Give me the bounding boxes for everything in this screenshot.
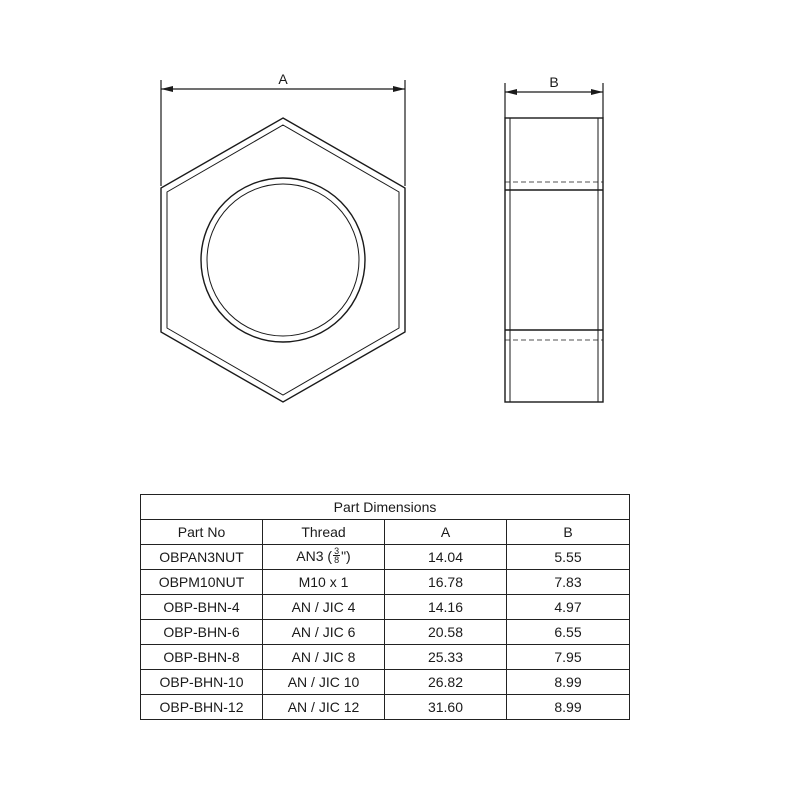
arrowhead-right bbox=[393, 86, 405, 92]
part-dimensions-table bbox=[140, 494, 630, 720]
b-cell: 6.55 bbox=[507, 620, 630, 645]
hex-nut-side-view bbox=[505, 118, 603, 402]
thread-cell bbox=[263, 545, 385, 570]
dimension-a-label: A bbox=[278, 71, 288, 87]
thread-cell: AN / JIC 8 bbox=[263, 645, 385, 670]
part-no-cell: OBPM10NUT bbox=[141, 570, 263, 595]
a-cell: 20.58 bbox=[385, 620, 507, 645]
arrowhead-left bbox=[161, 86, 173, 92]
part-no-cell: OBP-BHN-4 bbox=[141, 595, 263, 620]
bore-inner-circle bbox=[207, 184, 359, 336]
a-cell: 14.04 bbox=[385, 545, 507, 570]
table-row bbox=[141, 570, 630, 595]
header-thread: Thread bbox=[263, 520, 385, 545]
hex-nut-front-view bbox=[161, 118, 405, 402]
fraction-denominator: 8 bbox=[334, 554, 340, 565]
a-cell: 16.78 bbox=[385, 570, 507, 595]
bore-outer-circle bbox=[201, 178, 365, 342]
b-cell: 5.55 bbox=[507, 545, 630, 570]
table-title: Part Dimensions bbox=[141, 495, 630, 520]
table-row bbox=[141, 695, 630, 720]
a-cell: 31.60 bbox=[385, 695, 507, 720]
b-cell: 7.95 bbox=[507, 645, 630, 670]
a-cell: 14.16 bbox=[385, 595, 507, 620]
part-no-cell: OBP-BHN-12 bbox=[141, 695, 263, 720]
part-no-cell: OBP-BHN-6 bbox=[141, 620, 263, 645]
thread-prefix: AN3 ( bbox=[296, 548, 333, 565]
b-cell: 8.99 bbox=[507, 670, 630, 695]
header-a: A bbox=[385, 520, 507, 545]
part-no-cell: OBP-BHN-10 bbox=[141, 670, 263, 695]
table-row bbox=[141, 645, 630, 670]
thread-cell: AN / JIC 6 bbox=[263, 620, 385, 645]
header-part-no: Part No bbox=[141, 520, 263, 545]
dimension-b-label: B bbox=[549, 74, 559, 90]
a-cell: 26.82 bbox=[385, 670, 507, 695]
arrowhead-right bbox=[591, 89, 603, 95]
table-row bbox=[141, 595, 630, 620]
arrowhead-left bbox=[505, 89, 517, 95]
part-no-cell: OBPAN3NUT bbox=[141, 545, 263, 570]
a-cell: 25.33 bbox=[385, 645, 507, 670]
thread-fraction bbox=[333, 547, 340, 564]
fraction-numerator: 3 bbox=[334, 545, 340, 556]
b-cell: 4.97 bbox=[507, 595, 630, 620]
dimension-a bbox=[161, 80, 405, 186]
part-no-cell: OBP-BHN-8 bbox=[141, 645, 263, 670]
thread-suffix: ") bbox=[341, 548, 351, 565]
header-b: B bbox=[507, 520, 630, 545]
b-cell: 7.83 bbox=[507, 570, 630, 595]
thread-cell: AN / JIC 4 bbox=[263, 595, 385, 620]
thread-cell: M10 x 1 bbox=[263, 570, 385, 595]
b-cell: 8.99 bbox=[507, 695, 630, 720]
table-row bbox=[141, 545, 630, 570]
thread-cell: AN / JIC 12 bbox=[263, 695, 385, 720]
table-row bbox=[141, 620, 630, 645]
thread-cell: AN / JIC 10 bbox=[263, 670, 385, 695]
table-row bbox=[141, 670, 630, 695]
